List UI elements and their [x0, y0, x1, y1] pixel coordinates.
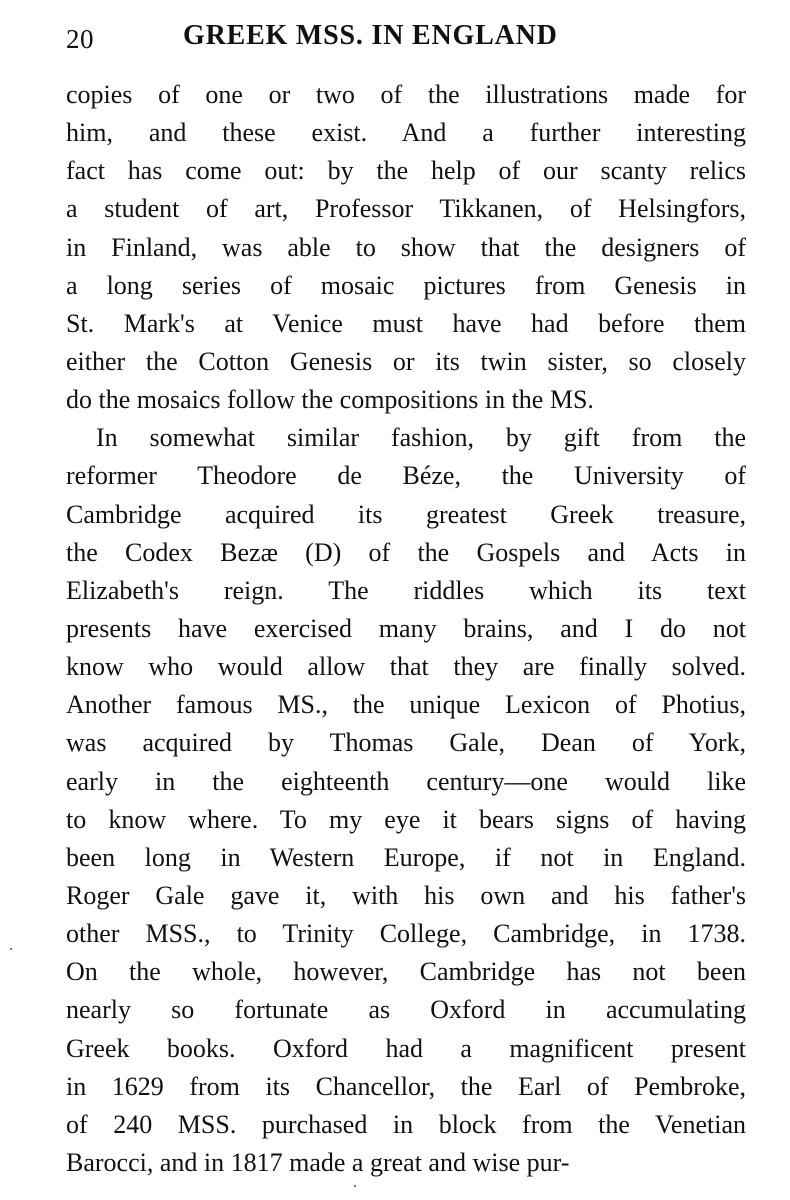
text-line: in Finland, was able to show that the designers of [66, 232, 746, 262]
text-line: other MSS., to Trinity College, Cambridge, in 1738. [66, 919, 746, 949]
text-line: been long in Western Europe, if not in England. [66, 842, 746, 872]
print-speck [354, 1185, 356, 1187]
text-line: was acquired by Thomas Gale, Dean of York, [66, 728, 746, 758]
text-line: Barocci, and in 1817 made a great and wise pur- [66, 1147, 570, 1177]
text-line: the Codex Bezæ (D) of the Gospels and Acts in [66, 537, 746, 567]
text-line: nearly so fortunate as Oxford in accumulating [66, 995, 746, 1025]
running-title: GREEK MSS. IN ENGLAND [183, 20, 558, 51]
text-line: know who would allow that they are finally solved. [66, 652, 746, 682]
page-number: 20 [66, 24, 94, 54]
text-line: On the whole, however, Cambridge has not been [66, 957, 746, 987]
text-line: of 240 MSS. purchased in block from the Venetian [66, 1109, 746, 1139]
text-line: do the mosaics follow the compositions in the MS. [66, 385, 594, 415]
text-line: Greek books. Oxford had a magnificent present [66, 1033, 746, 1063]
text-line: fact has come out: by the help of our scanty relics [66, 156, 746, 186]
text-line: Cambridge acquired its greatest Greek treasure, [66, 499, 746, 529]
running-header [66, 18, 746, 58]
text-line: a student of art, Professor Tikkanen, of Helsingfors, [66, 194, 746, 224]
text-line: In somewhat similar fashion, by gift from the [96, 423, 746, 453]
body-text [66, 76, 746, 1182]
text-line: Elizabeth's reign. The riddles which its text [66, 575, 746, 605]
text-line: early in the eighteenth century—one would like [66, 766, 746, 796]
print-speck [10, 948, 12, 950]
text-line: to know where. To my eye it bears signs of having [66, 804, 746, 834]
text-line: copies of one or two of the illustrations made for [66, 80, 746, 109]
text-line: in 1629 from its Chancellor, the Earl of Pembroke, [66, 1071, 746, 1101]
text-line: either the Cotton Genesis or its twin sister, so closely [66, 346, 746, 376]
text-line: a long series of mosaic pictures from Genesis in [66, 270, 746, 300]
text-line: presents have exercised many brains, and I do not [66, 613, 746, 643]
text-line: Another famous MS., the unique Lexicon of Photius, [66, 690, 746, 720]
text-line: him, and these exist. And a further interesting [66, 118, 746, 148]
text-line: Roger Gale gave it, with his own and his father's [66, 880, 746, 910]
text-line: St. Mark's at Venice must have had before them [66, 308, 746, 338]
text-line: reformer Theodore de Béze, the University of [66, 461, 746, 491]
